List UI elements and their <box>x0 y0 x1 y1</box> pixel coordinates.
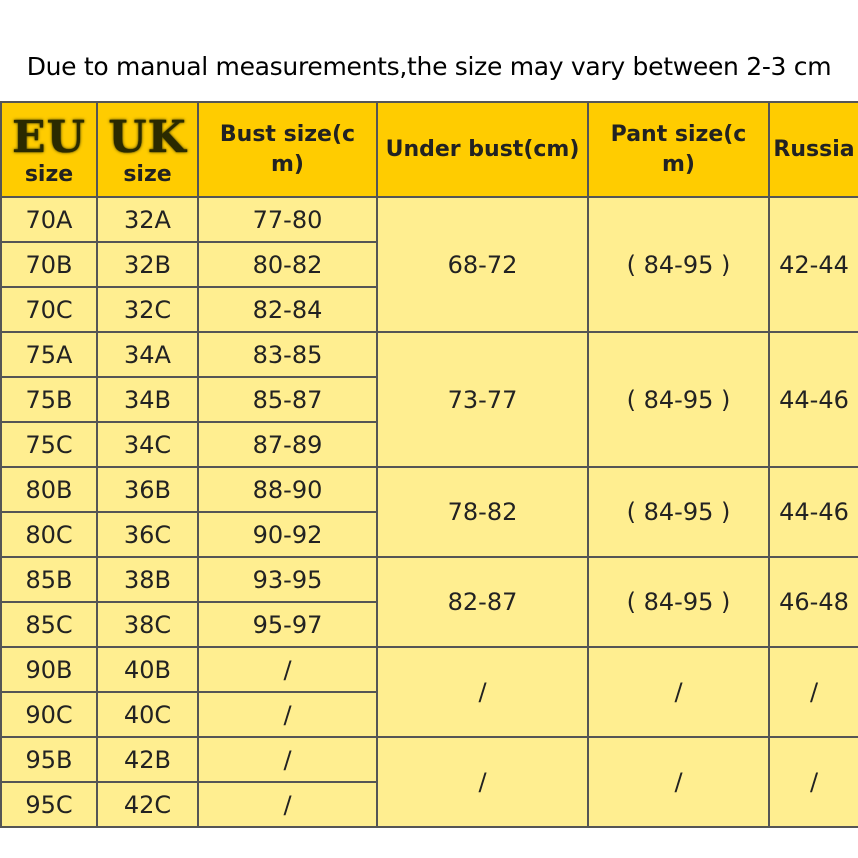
eu-size-cell: 75A <box>1 332 97 377</box>
bust-size-cell: 85-87 <box>198 377 377 422</box>
bust-size-cell: 90-92 <box>198 512 377 557</box>
eu-size-cell: 95C <box>1 782 97 827</box>
header-russia: Russia <box>769 102 858 197</box>
uk-size-cell: 40B <box>97 647 198 692</box>
eu-size-cell: 85C <box>1 602 97 647</box>
uk-size-label: size <box>123 161 172 187</box>
table-row <box>1 737 858 782</box>
under-bust-cell: / <box>377 647 588 737</box>
russia-size-cell: / <box>769 737 858 827</box>
uk-label: UK <box>108 111 187 163</box>
pant-size-cell: ( 84-95 ) <box>588 467 769 557</box>
bust-size-cell: 77-80 <box>198 197 377 242</box>
measurement-notice: Due to manual measurements,the size may vary between 2-3 cm <box>26 52 832 81</box>
bust-size-cell: 88-90 <box>198 467 377 512</box>
eu-size-cell: 75C <box>1 422 97 467</box>
uk-size-cell: 38B <box>97 557 198 602</box>
under-bust-cell: / <box>377 737 588 827</box>
eu-size-cell: 85B <box>1 557 97 602</box>
eu-size-cell: 80B <box>1 467 97 512</box>
eu-label: EU <box>12 111 86 163</box>
uk-size-cell: 32A <box>97 197 198 242</box>
under-bust-cell: 73-77 <box>377 332 588 467</box>
header-eu-size <box>1 102 97 197</box>
russia-size-cell: / <box>769 647 858 737</box>
bust-size-cell: 82-84 <box>198 287 377 332</box>
uk-size-cell: 34B <box>97 377 198 422</box>
under-bust-cell: 68-72 <box>377 197 588 332</box>
bust-size-cell: 83-85 <box>198 332 377 377</box>
uk-size-cell: 36B <box>97 467 198 512</box>
pant-size-cell: / <box>588 647 769 737</box>
under-bust-cell: 82-87 <box>377 557 588 647</box>
russia-size-cell: 44-46 <box>769 332 858 467</box>
eu-size-cell: 75B <box>1 377 97 422</box>
pant-size-cell: ( 84-95 ) <box>588 197 769 332</box>
header-under-bust: Under bust(cm) <box>377 102 588 197</box>
bust-size-cell: / <box>198 647 377 692</box>
pant-size-cell: ( 84-95 ) <box>588 557 769 647</box>
uk-size-cell: 42C <box>97 782 198 827</box>
eu-size-label: size <box>24 161 74 187</box>
eu-size-cell: 70C <box>1 287 97 332</box>
pant-size-cell: ( 84-95 ) <box>588 332 769 467</box>
uk-size-cell: 40C <box>97 692 198 737</box>
eu-size-cell: 90C <box>1 692 97 737</box>
header-uk-size <box>97 102 198 197</box>
uk-size-cell: 42B <box>97 737 198 782</box>
header-pant-size: Pant size(cm) <box>588 102 769 197</box>
uk-size-cell: 34A <box>97 332 198 377</box>
bust-size-cell: 80-82 <box>198 242 377 287</box>
russia-size-cell: 44-46 <box>769 467 858 557</box>
eu-size-cell: 70B <box>1 242 97 287</box>
eu-size-cell: 90B <box>1 647 97 692</box>
uk-size-cell: 36C <box>97 512 198 557</box>
russia-size-cell: 46-48 <box>769 557 858 647</box>
eu-size-cell: 80C <box>1 512 97 557</box>
table-row <box>1 557 858 602</box>
eu-size-cell: 70A <box>1 197 97 242</box>
pant-size-cell: / <box>588 737 769 827</box>
bust-size-cell: 93-95 <box>198 557 377 602</box>
bust-size-cell: / <box>198 692 377 737</box>
size-chart-table <box>0 101 858 828</box>
bust-size-cell: 95-97 <box>198 602 377 647</box>
bust-size-cell: 87-89 <box>198 422 377 467</box>
uk-size-cell: 32B <box>97 242 198 287</box>
uk-size-cell: 38C <box>97 602 198 647</box>
table-row <box>1 332 858 377</box>
bust-size-cell: / <box>198 782 377 827</box>
header-row <box>1 102 858 197</box>
table-row <box>1 197 858 242</box>
table-row <box>1 647 858 692</box>
uk-size-cell: 32C <box>97 287 198 332</box>
eu-size-cell: 95B <box>1 737 97 782</box>
uk-size-cell: 34C <box>97 422 198 467</box>
header-bust-size: Bust size(cm) <box>198 102 377 197</box>
bust-size-cell: / <box>198 737 377 782</box>
table-row <box>1 467 858 512</box>
russia-size-cell: 42-44 <box>769 197 858 332</box>
under-bust-cell: 78-82 <box>377 467 588 557</box>
